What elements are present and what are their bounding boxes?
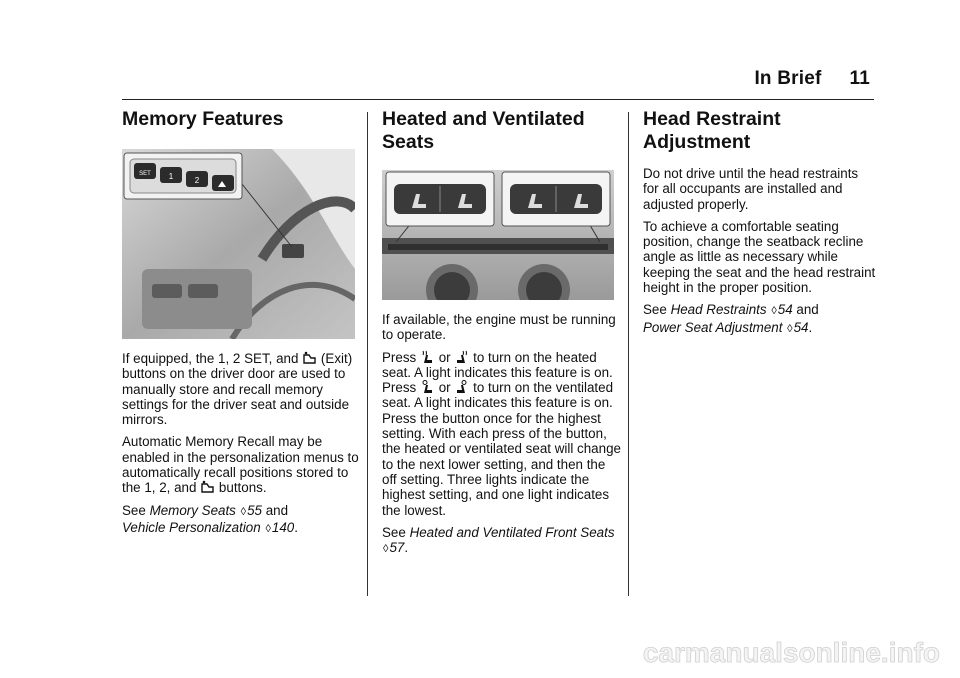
- watermark: [620, 632, 950, 672]
- memory-seats-link[interactable]: Memory Seats: [149, 502, 236, 518]
- memory-see-also: See Memory Seats ◊55 and Vehicle Personalization ◊140.: [122, 502, 298, 535]
- memory-paragraph-1: If equipped, the 1, 2 SET, and (Exit) buttons on the driver door are used to manually store and recall memory settings for the driver seat and outside mirrors.: [122, 351, 353, 428]
- ventilated-seat-driver-icon: [421, 380, 434, 394]
- head-restraint-paragraph-2: To achieve a comfortable seating position, change the seatback recline angle as little as necessary while keeping the seat and the head restraint height in the proper position.: [643, 218, 876, 296]
- memory-features-title: Memory Features: [122, 108, 284, 130]
- ventilated-seat-passenger-icon: [455, 380, 468, 394]
- column-divider: [628, 112, 629, 596]
- memory-paragraph-2: Automatic Memory Recall may be enabled in the personalization menus to automatically recall positions stored to the 1, 2, and buttons.: [122, 434, 359, 496]
- page-ref-arrow-icon: ◊: [240, 505, 247, 518]
- set-button-label: SET: [139, 171, 151, 177]
- page-ref-arrow-icon: ◊: [383, 543, 389, 556]
- head-restraint-see-also: See Head Restraints ◊54 and Power Seat Adjustment ◊54.: [643, 302, 819, 335]
- heated-paragraph-2: Press or to turn on the heated seat. A light indicates this feature is on. Press or to turn on the ventilated seat. A light indicates this feature is on. Press the button once for the highest setting. With each press of the button, the heated or ventilated seat will change to the next lower setting, and then the off setting. Three lights indicate the highest setting, and one light indicates the lowest.: [382, 349, 621, 518]
- page-number: 11: [849, 68, 870, 89]
- page-ref-arrow-icon: ◊: [771, 305, 777, 318]
- page-ref-arrow-icon: ◊: [265, 522, 271, 535]
- memory-buttons-photo: [122, 149, 355, 339]
- seat-controls-photo: [382, 170, 614, 300]
- power-seat-adjustment-link[interactable]: Power Seat Adjustment: [643, 319, 783, 335]
- head-restraint-paragraph-1: Do not drive until the head restraints for all occupants are installed and adjusted properly.: [643, 166, 859, 212]
- memory-2-button-label: 2: [194, 176, 200, 185]
- exit-memory-icon: [201, 480, 214, 494]
- heated-ventilated-title: Heated and Ventilated Seats: [382, 108, 585, 153]
- svg-text:carmanualsonline.info: carmanualsonline.info: [642, 637, 940, 668]
- heated-paragraph-1: If available, the engine must be running to operate.: [382, 312, 616, 343]
- header-rule: [122, 99, 874, 100]
- vehicle-personalization-link[interactable]: Vehicle Personalization: [122, 519, 261, 535]
- heated-ventilated-seats-link[interactable]: Heated and Ventilated Front Seats: [409, 524, 615, 540]
- head-restraint-column: [643, 108, 877, 344]
- heated-seat-passenger-icon: [455, 350, 468, 364]
- heated-see-also: See Heated and Ventilated Front Seats ◊57.: [382, 524, 615, 556]
- head-restraints-link[interactable]: Head Restraints: [670, 302, 767, 318]
- column-divider: [367, 112, 368, 596]
- heated-seat-driver-icon: [421, 350, 434, 364]
- section-title: In Brief: [754, 68, 822, 89]
- head-restraint-title: Head Restraint Adjustment: [643, 108, 781, 153]
- page-header: [754, 68, 870, 90]
- memory-1-button-label: 1: [168, 172, 174, 181]
- page-ref-arrow-icon: ◊: [787, 322, 793, 335]
- exit-memory-icon: [303, 351, 316, 365]
- memory-features-column: [122, 108, 362, 544]
- heated-ventilated-column: [382, 108, 622, 564]
